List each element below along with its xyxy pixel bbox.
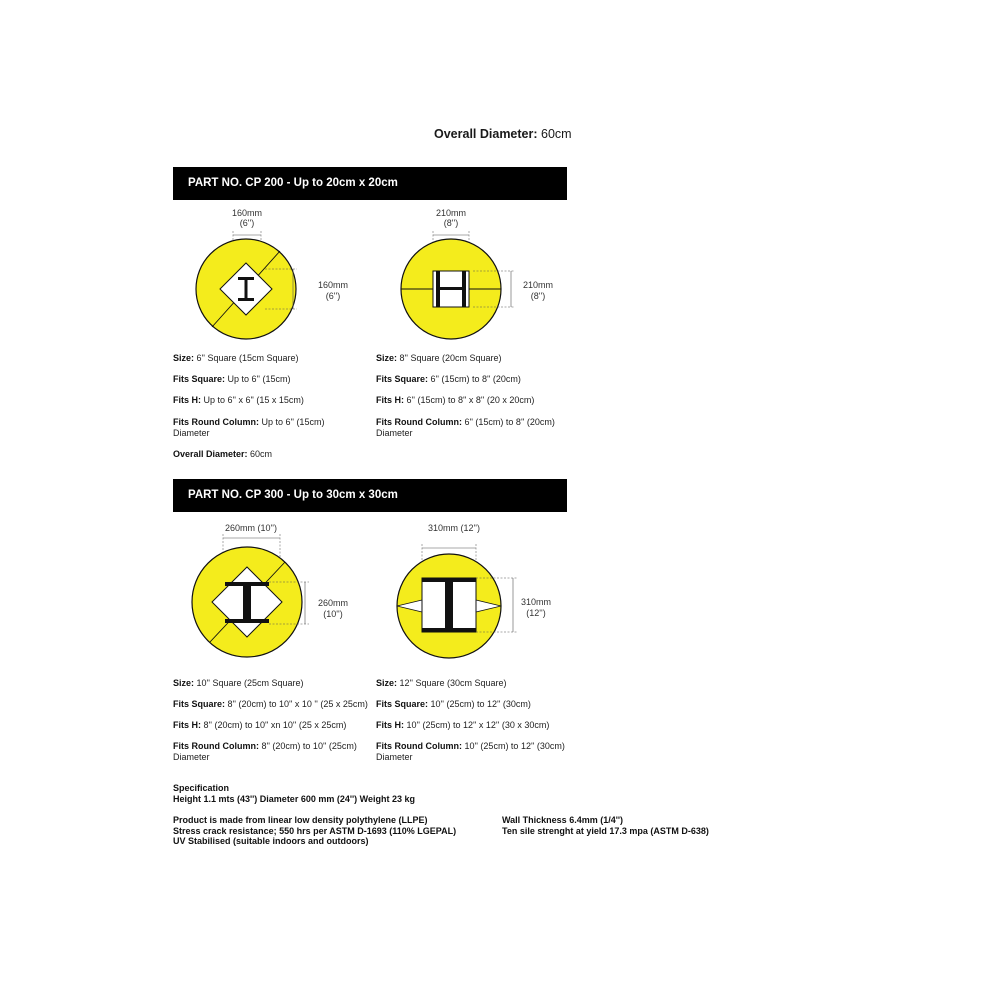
cp200-right-side-dim-in: (8'') — [530, 291, 546, 301]
cp200-left-top-dim-in: (6'') — [239, 218, 255, 228]
specification-right-block — [502, 815, 709, 836]
top-overall-diameter-value: 60cm — [537, 127, 572, 141]
cp300-right-size: Size: 12'' Square (30cm Square) — [376, 678, 507, 688]
cp300-right-diagram — [395, 520, 580, 660]
cp200-left-side-dim-in: (6'') — [325, 291, 341, 301]
cp300-right-top-dim: 310mm (12'') — [428, 523, 480, 533]
cp300-left-side-dim: 260mm — [317, 598, 349, 608]
cp300-right-side-dim: 310mm — [520, 597, 552, 607]
cp300-right-fits-round: Fits Round Column: 10'' (25cm) to 12'' (30cm) Diameter — [376, 741, 565, 762]
specification-left-line: UV Stabilised (suitable indoors and outdoors) — [173, 836, 369, 846]
cp300-right-fits-h: Fits H: 10'' (25cm) to 12'' x 12'' (30 x 30cm) — [376, 720, 550, 730]
specification-heading: Specification — [173, 783, 230, 793]
cp200-left-diagram — [185, 205, 365, 345]
top-overall-diameter-label: Overall Diameter: — [434, 127, 538, 141]
cp200-right-side-dim: 210mm — [522, 280, 554, 290]
cp200-left-side-dim: 160mm — [317, 280, 349, 290]
cp200-left-fits-h: Fits H: Up to 6'' x 6'' (15 x 15cm) — [173, 395, 304, 405]
cp200-right-fits-h: Fits H: 6'' (15cm) to 8'' x 8'' (20 x 20cm) — [376, 395, 535, 405]
specification-right-line: Ten sile strenght at yield 17.3 mpa (ASTM D-638) — [502, 825, 709, 836]
specification-left-line: Product is made from linear low density polythylene (LLPE) — [173, 815, 428, 825]
specification-right-line: Wall Thickness 6.4mm (1/4'') — [502, 815, 623, 825]
top-overall-diameter — [434, 127, 572, 141]
cp300-left-fits-h: Fits H: 8'' (20cm) to 10'' xn 10'' (25 x 25cm) — [173, 720, 347, 730]
cp200-right-top-dim-in: (8'') — [443, 218, 459, 228]
cp300-left-side-dim-in: (10'') — [323, 609, 343, 619]
cp300-left-fits-round: Fits Round Column: 8'' (20cm) to 10'' (25cm) Diameter — [173, 741, 357, 762]
cp200-overall-diameter: Overall Diameter: 60cm — [173, 449, 273, 459]
cp200-right-diagram — [395, 205, 575, 345]
cp200-left-fits-round: Fits Round Column: Up to 6'' (15cm) Diameter — [173, 417, 325, 438]
specification-block — [173, 783, 415, 804]
cp300-left-size: Size: 10'' Square (25cm Square) — [173, 678, 304, 688]
specification-left-line: Stress crack resistance; 550 hrs per ASTM D-1693 (110% LGEPAL) — [173, 825, 457, 836]
cp200-title-bar: PART NO. CP 200 - Up to 20cm x 20cm — [173, 167, 567, 200]
cp200-left-size: Size: 6'' Square (15cm Square) — [173, 353, 299, 363]
cp300-right-fits-square: Fits Square: 10'' (25cm) to 12'' (30cm) — [376, 699, 531, 709]
cp200-left-top-dim: 160mm — [231, 208, 263, 218]
specification-left-block — [173, 815, 456, 847]
cp300-title-bar: PART NO. CP 300 - Up to 30cm x 30cm — [173, 479, 567, 512]
cp300-left-diagram — [185, 520, 370, 660]
cp300-left-fits-square: Fits Square: 8'' (20cm) to 10'' x 10 '' (25 x 25cm) — [173, 699, 368, 709]
cp200-right-fits-round: Fits Round Column: 6'' (15cm) to 8'' (20cm) Diameter — [376, 417, 555, 438]
cp300-right-side-dim-in: (12'') — [526, 608, 546, 618]
cp300-left-top-dim: 260mm (10'') — [225, 523, 277, 533]
cp200-right-top-dim: 210mm — [435, 208, 467, 218]
cp200-left-fits-square: Fits Square: Up to 6'' (15cm) — [173, 374, 291, 384]
specification-line1: Height 1.1 mts (43'') Diameter 600 mm (24'') Weight 23 kg — [173, 793, 415, 804]
cp200-right-fits-square: Fits Square: 6'' (15cm) to 8'' (20cm) — [376, 374, 521, 384]
cp200-right-size: Size: 8'' Square (20cm Square) — [376, 353, 502, 363]
